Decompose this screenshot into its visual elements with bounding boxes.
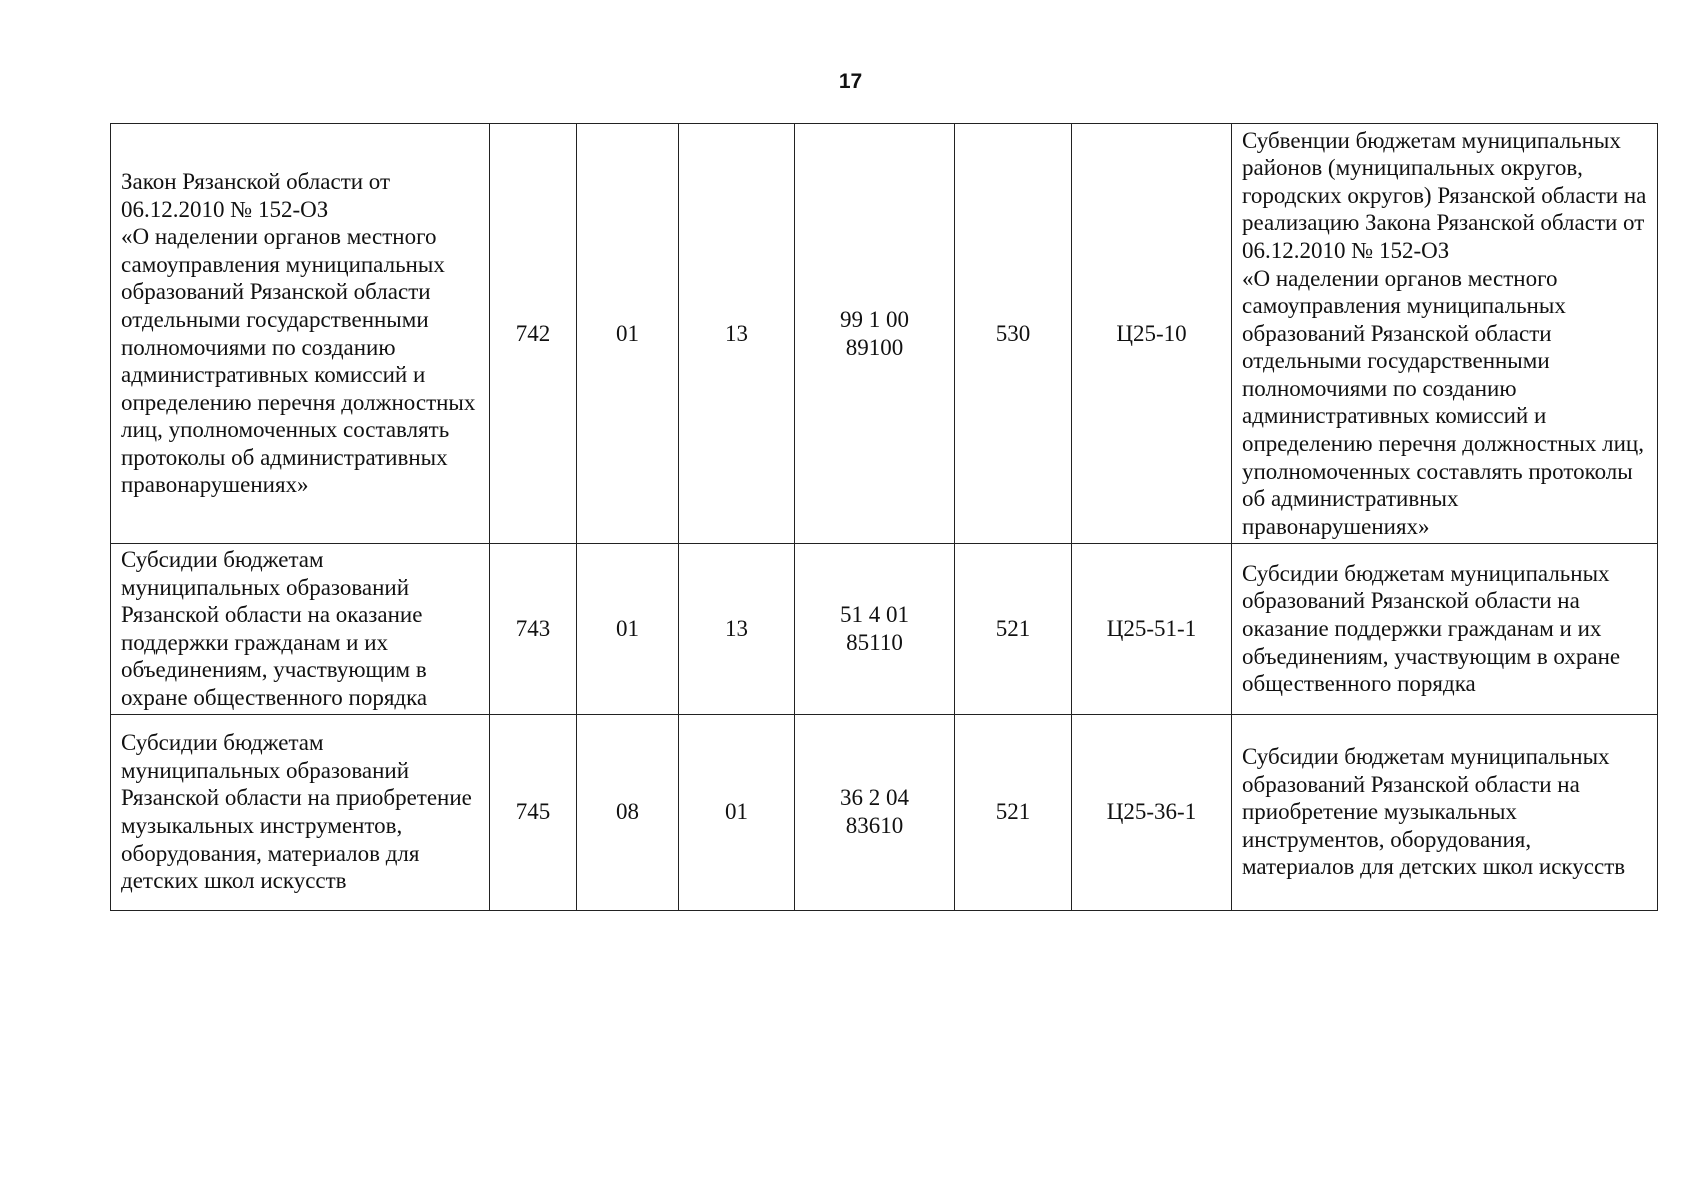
purpose-note-cell: Субвенции бюджетам муниципальных районов (муниципальных округов, городских округов) Рязанской области на реализацию Закона Рязанской области от 06.12.2010 № 152-ОЗ «О наделении органов местного самоуправления муниципальных образований Рязанской области отдельными государственными полномочиями по созданию административных комиссий и определению перечня должностных лиц, уполномоченных составлять протоколы об административных правонарушениях» bbox=[1232, 124, 1658, 544]
purpose-note-cell: Субсидии бюджетам муниципальных образований Рязанской области на приобретение музыкальных инструментов, оборудования, материалов для детских школ искусств bbox=[1232, 714, 1658, 910]
row-description: Закон Рязанской области от 06.12.2010 № 152-ОЗ «О наделении органов местного самоуправления муниципальных образований Рязанской области отдельными государственными полномочиями по созданию административных комиссий и определению перечня должностных лиц, уполномоченных составлять протоколы об административных правонарушениях» bbox=[111, 124, 490, 544]
target-article-cell: 36 2 04 83610 bbox=[795, 714, 955, 910]
row-description: Субсидии бюджетам муниципальных образований Рязанской области на оказание поддержки гражданам и их объединениям, участвующим в охране общественного порядка bbox=[111, 544, 490, 715]
purpose-note-cell: Субсидии бюджетам муниципальных образований Рязанской области на оказание поддержки гражданам и их объединениям, участвующим в охране общественного порядка bbox=[1232, 544, 1658, 715]
section-code-cell: 01 bbox=[577, 544, 679, 715]
target-article-cell: 51 4 01 85110 bbox=[795, 544, 955, 715]
purpose-code-cell: Ц25-10 bbox=[1072, 124, 1232, 544]
table-row bbox=[111, 544, 1658, 715]
subsection-code-cell: 13 bbox=[679, 544, 795, 715]
subsection-code-cell: 01 bbox=[679, 714, 795, 910]
chapter-code-cell: 745 bbox=[490, 714, 577, 910]
expense-type-cell: 521 bbox=[955, 544, 1072, 715]
subsection-code-cell: 13 bbox=[679, 124, 795, 544]
row-description: Субсидии бюджетам муниципальных образований Рязанской области на приобретение музыкальных инструментов, оборудования, материалов для детских школ искусств bbox=[111, 714, 490, 910]
chapter-code-cell: 743 bbox=[490, 544, 577, 715]
target-article-cell: 99 1 00 89100 bbox=[795, 124, 955, 544]
section-code-cell: 08 bbox=[577, 714, 679, 910]
purpose-code-cell: Ц25-36-1 bbox=[1072, 714, 1232, 910]
expense-type-cell: 521 bbox=[955, 714, 1072, 910]
chapter-code-cell: 742 bbox=[490, 124, 577, 544]
budget-table bbox=[110, 123, 1658, 911]
table-row bbox=[111, 714, 1658, 910]
table-row bbox=[111, 124, 1658, 544]
purpose-code-cell: Ц25-51-1 bbox=[1072, 544, 1232, 715]
section-code-cell: 01 bbox=[577, 124, 679, 544]
expense-type-cell: 530 bbox=[955, 124, 1072, 544]
page-number: 17 bbox=[838, 70, 863, 93]
